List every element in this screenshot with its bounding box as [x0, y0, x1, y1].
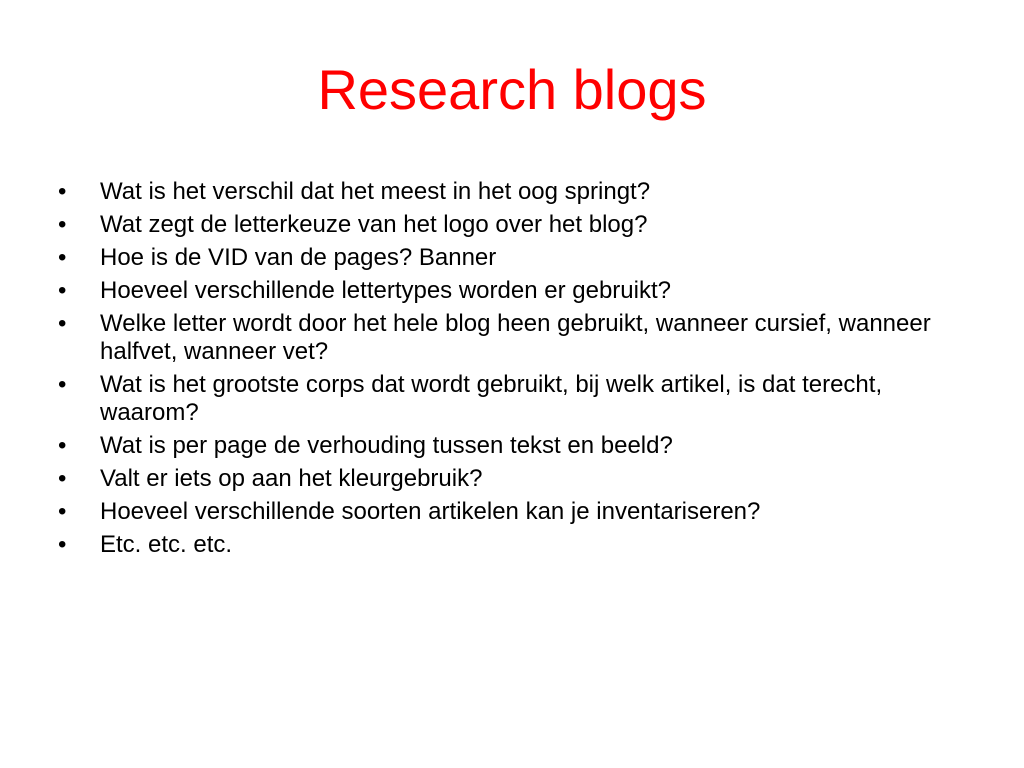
bullet-list: [58, 178, 958, 564]
bullet-mark: •: [58, 531, 67, 558]
bullet-mark: •: [58, 277, 67, 304]
bullet-item: [58, 465, 958, 493]
bullet-mark: •: [58, 371, 67, 398]
bullet-mark: •: [58, 432, 67, 459]
bullet-text: Wat is het grootste corps dat wordt gebruikt, bij welk artikel, is dat terecht, waarom?: [100, 371, 883, 426]
bullet-text: Valt er iets op aan het kleurgebruik?: [100, 465, 483, 492]
bullet-text: Welke letter wordt door het hele blog heen gebruikt, wanneer cursief, wanneer halfvet, wanneer vet?: [100, 310, 931, 365]
bullet-item: [58, 310, 958, 366]
bullet-item: [58, 498, 958, 526]
bullet-item: [58, 531, 958, 559]
bullet-text: Hoe is de VID van de pages? Banner: [100, 244, 497, 271]
bullet-item: [58, 277, 958, 305]
bullet-item: [58, 371, 958, 427]
bullet-mark: •: [58, 310, 67, 337]
bullet-text: Etc. etc. etc.: [100, 531, 233, 558]
bullet-mark: •: [58, 178, 67, 205]
bullet-text: Hoeveel verschillende lettertypes worden er gebruikt?: [100, 277, 671, 304]
bullet-item: [58, 432, 958, 460]
bullet-item: [58, 244, 958, 272]
bullet-mark: •: [58, 465, 67, 492]
bullet-item: [58, 211, 958, 239]
bullet-mark: •: [58, 244, 67, 271]
bullet-text: Hoeveel verschillende soorten artikelen kan je inventariseren?: [100, 498, 761, 525]
bullet-mark: •: [58, 498, 67, 525]
bullet-text: Wat zegt de letterkeuze van het logo over het blog?: [100, 211, 648, 238]
bullet-text: Wat is per page de verhouding tussen tekst en beeld?: [100, 432, 673, 459]
bullet-text: Wat is het verschil dat het meest in het oog springt?: [100, 178, 651, 205]
slide-title: Research blogs: [317, 58, 707, 121]
bullet-mark: •: [58, 211, 67, 238]
bullet-item: [58, 178, 958, 206]
